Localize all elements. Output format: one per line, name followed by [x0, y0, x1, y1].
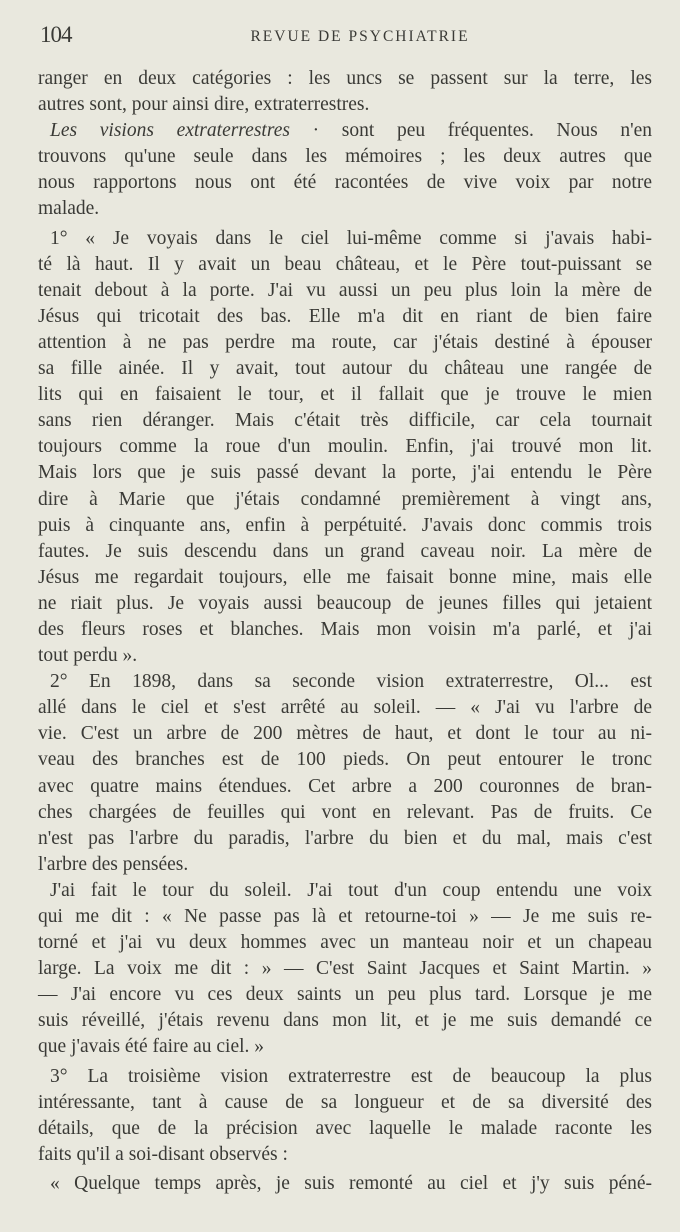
text-line: « Quelque temps après, je suis remonté au ciel et j'y suis péné- — [50, 1172, 652, 1194]
text-line: 1° « Je voyais dans le ciel lui-même comme si j'avais habi- — [50, 227, 652, 249]
text-line: veau des branches est de 100 pieds. On peut entourer le tronc — [38, 749, 652, 771]
text-line: torné et j'ai vu deux hommes avec un manteau noir et un chapeau — [38, 932, 652, 954]
text-line: toujours comme la roue d'un moulin. Enfin, j'ai trouvé mon lit. — [38, 436, 652, 458]
text-line: J'ai fait le tour du soleil. J'ai tout d'un coup entendu une voix — [50, 879, 652, 901]
text-line: allé dans le ciel et s'est arrêté au soleil. — « J'ai vu l'arbre de — [38, 697, 652, 719]
text-line: puis à cinquante ans, enfin à perpétuité. J'avais donc commis trois — [38, 514, 652, 536]
text-line: large. La voix me dit : » — C'est Saint Jacques et Saint Martin. » — [38, 958, 652, 980]
text-line: té là haut. Il y avait un beau château, et le Père tout-puissant se — [38, 253, 652, 275]
page-number: 104 — [40, 22, 72, 47]
text-line: attention à ne pas perdre ma route, car j'étais destiné à épouser — [38, 331, 652, 353]
text-line: nous rapportons nous ont été racontées de vive voix par notre — [38, 172, 652, 194]
text-line: sa fille ainée. Il y avait, tout autour du château une rangée de — [38, 358, 652, 380]
italic-phrase: Les visions extraterrestres — [50, 120, 290, 142]
text-line: avec quatre mains étendues. Cet arbre a 200 couronnes de bran- — [38, 775, 652, 797]
text-line: vie. C'est un arbre de 200 mètres de haut, et dont le tour au ni- — [38, 723, 652, 745]
text-line: ches chargées de feuilles qui vont en relevant. Pas de fruits. Ce — [38, 801, 652, 823]
text-line: 2° En 1898, dans sa seconde vision extraterrestre, Ol... est — [50, 671, 652, 693]
text-line: qui me dit : « Ne passe pas là et retourne-toi » — Je me suis re- — [38, 906, 652, 927]
running-head: REVUE DE PSYCHIATRIE — [250, 28, 470, 45]
text-line: suis réveillé, j'étais revenu dans mon lit, et je me suis demandé ce — [38, 1010, 652, 1032]
text-line: Mais lors que je suis passé devant la porte, j'ai entendu le Père — [38, 462, 652, 484]
text-line: des fleurs roses et blanches. Mais mon voisin m'a parlé, et j'ai — [38, 618, 652, 640]
text-line — [38, 118, 652, 144]
body-text — [38, 66, 652, 1197]
text-line: intéressante, tant à cause de sa longueur et de sa diversité des — [38, 1091, 652, 1113]
text-line: dire à Marie que j'étais condamné premièrement à vingt ans, — [38, 488, 652, 510]
text-line: sans rien déranger. Mais c'était très difficile, car cela tournait — [38, 410, 652, 432]
text-line: l'arbre des pensées. — [38, 853, 189, 875]
text-line: — J'ai encore vu ces deux saints un peu plus tard. Lorsque je me — [38, 984, 652, 1006]
text-line: Jésus qui tricotait des bas. Elle m'a dit en riant de bien faire — [38, 305, 652, 327]
page-header — [40, 22, 650, 52]
text-line: fautes. Je suis descendu dans un grand caveau noir. La mère de — [38, 540, 652, 562]
text-line: tout perdu ». — [38, 645, 138, 667]
text-line: 3° La troisième vision extraterrestre est de beaucoup la plus — [50, 1065, 652, 1087]
text-line: ne riait plus. Je voyais aussi beaucoup de jeunes filles qui jetaient — [38, 592, 652, 614]
text-line: tenait debout à la porte. J'ai vu aussi un peu plus loin la mère de — [38, 279, 652, 301]
text-line: trouvons qu'une seule dans les mémoires ; les deux autres que — [38, 146, 652, 168]
text-line: ranger en deux catégories : les uncs se passent sur la terre, les — [38, 68, 652, 89]
text-line: malade. — [38, 198, 100, 220]
text-line: que j'avais été faire au ciel. » — [38, 1036, 265, 1058]
text-fragment: · sont peu fréquentes. Nous n'en — [289, 120, 653, 142]
text-line: faits qu'il a soi-disant observés : — [38, 1143, 288, 1165]
text-line: lits qui en faisaient le tour, et il fallait que je trouve le mien — [38, 384, 652, 406]
text-line: autres sont, pour ainsi dire, extraterrestres. — [38, 94, 370, 116]
text-line: n'est pas l'arbre du paradis, l'arbre du bien et du mal, mais c'est — [38, 827, 652, 849]
text-line: Jésus me regardait toujours, elle me faisait bonne mine, mais elle — [38, 566, 652, 588]
text-line: détails, que de la précision avec laquelle le malade raconte les — [38, 1117, 652, 1139]
